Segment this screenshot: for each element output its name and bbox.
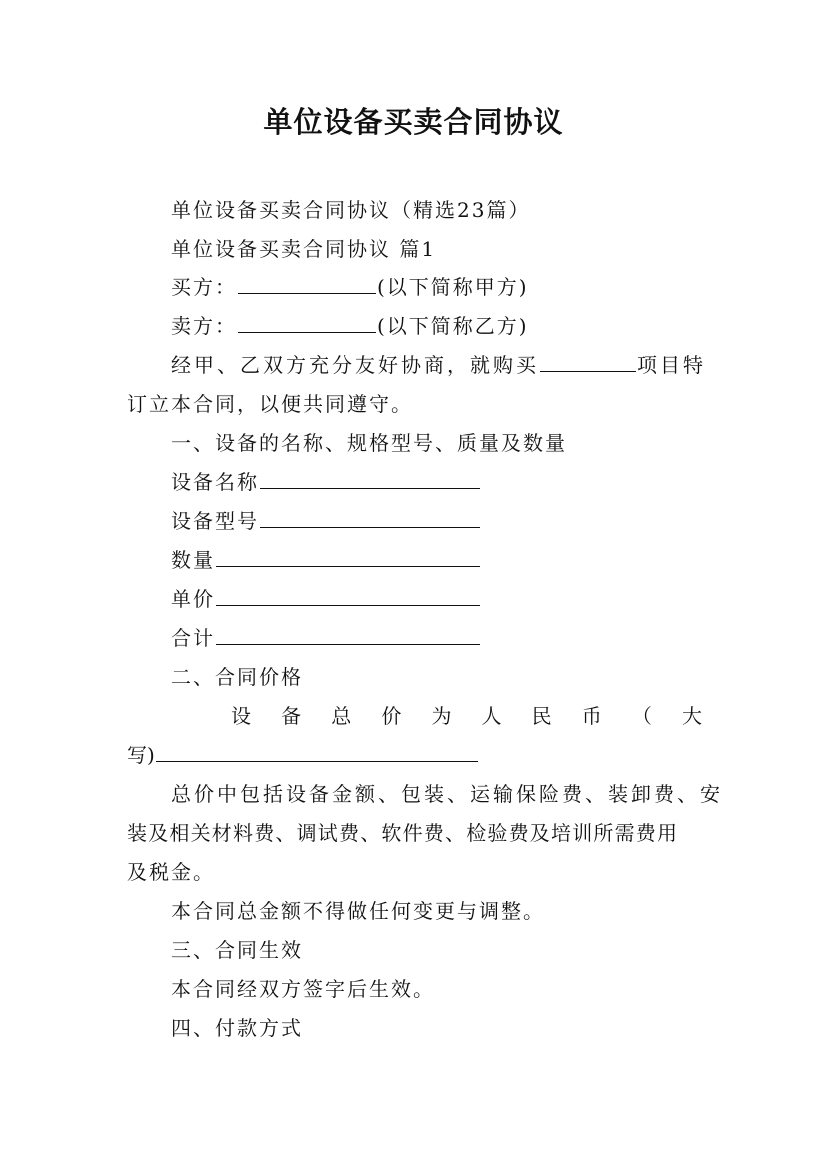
project-blank bbox=[540, 353, 636, 372]
price-char: 设 bbox=[231, 704, 251, 728]
buyer-suffix: (以下简称甲方) bbox=[377, 275, 529, 299]
equipment-name-label: 设备名称 bbox=[171, 470, 259, 494]
price-char: 备 bbox=[281, 704, 302, 728]
seller-blank bbox=[238, 314, 376, 333]
section-4-heading: 四、付款方式 bbox=[171, 1016, 303, 1040]
effective-clause: 本合同经双方签字后生效。 bbox=[171, 977, 435, 1001]
equipment-name-blank bbox=[260, 470, 480, 489]
intro-line-2: 订立本合同，以便共同遵守。 bbox=[127, 392, 413, 416]
price-char: 价 bbox=[381, 704, 402, 728]
price-char: 币 bbox=[581, 704, 602, 728]
price-amount-blank bbox=[156, 743, 478, 762]
equipment-model-blank bbox=[260, 509, 480, 528]
quantity-label: 数量 bbox=[171, 548, 215, 572]
part-heading: 单位设备买卖合同协议 篇1 bbox=[171, 237, 437, 261]
price-char: 总 bbox=[331, 704, 352, 728]
intro-line-1 bbox=[127, 346, 746, 385]
price-char: （ bbox=[631, 704, 652, 728]
seller-line bbox=[127, 307, 746, 346]
buyer-label: 买方： bbox=[171, 275, 237, 299]
price-char: 大 bbox=[681, 704, 702, 728]
total-label: 合计 bbox=[171, 626, 215, 650]
total-desc-line-1: 总价中包括设备金额、包装、运输保险费、装卸费、安 bbox=[171, 782, 723, 806]
seller-suffix: (以下简称乙方) bbox=[377, 314, 529, 338]
unit-price-label: 单价 bbox=[171, 587, 215, 611]
price-line-2 bbox=[127, 736, 702, 775]
no-change-clause: 本合同总金额不得做任何变更与调整。 bbox=[171, 899, 545, 923]
total-desc-line-2: 装及相关材料费、调试费、软件费、检验费及培训所需费用 bbox=[127, 821, 679, 845]
price-line-1 bbox=[127, 697, 702, 736]
price-char: 民 bbox=[531, 704, 552, 728]
price-char: 人 bbox=[481, 704, 502, 728]
total-blank bbox=[216, 626, 480, 645]
equipment-name-field bbox=[127, 463, 746, 502]
equipment-model-label: 设备型号 bbox=[171, 509, 259, 533]
equipment-model-field bbox=[127, 502, 746, 541]
unit-price-field bbox=[127, 580, 746, 619]
quantity-blank bbox=[216, 548, 480, 567]
total-field bbox=[127, 619, 746, 658]
seller-label: 卖方： bbox=[171, 314, 237, 338]
buyer-line bbox=[127, 268, 746, 307]
quantity-field bbox=[127, 541, 746, 580]
section-2-heading: 二、合同价格 bbox=[171, 665, 303, 689]
price-line-2-start: 写) bbox=[127, 743, 155, 767]
subtitle: 单位设备买卖合同协议（精选23篇） bbox=[171, 198, 531, 222]
price-char: 为 bbox=[431, 704, 452, 728]
document-title: 单位设备买卖合同协议 bbox=[263, 105, 564, 139]
unit-price-blank bbox=[216, 587, 480, 606]
intro-text-a: 经甲、乙双方充分友好协商，就购买 bbox=[171, 353, 539, 377]
intro-text-b: 项目特 bbox=[637, 353, 706, 377]
buyer-blank bbox=[238, 275, 376, 294]
section-1-heading: 一、设备的名称、规格型号、质量及数量 bbox=[171, 431, 567, 455]
section-3-heading: 三、合同生效 bbox=[171, 938, 303, 962]
total-desc-line-3: 及税金。 bbox=[127, 860, 215, 884]
